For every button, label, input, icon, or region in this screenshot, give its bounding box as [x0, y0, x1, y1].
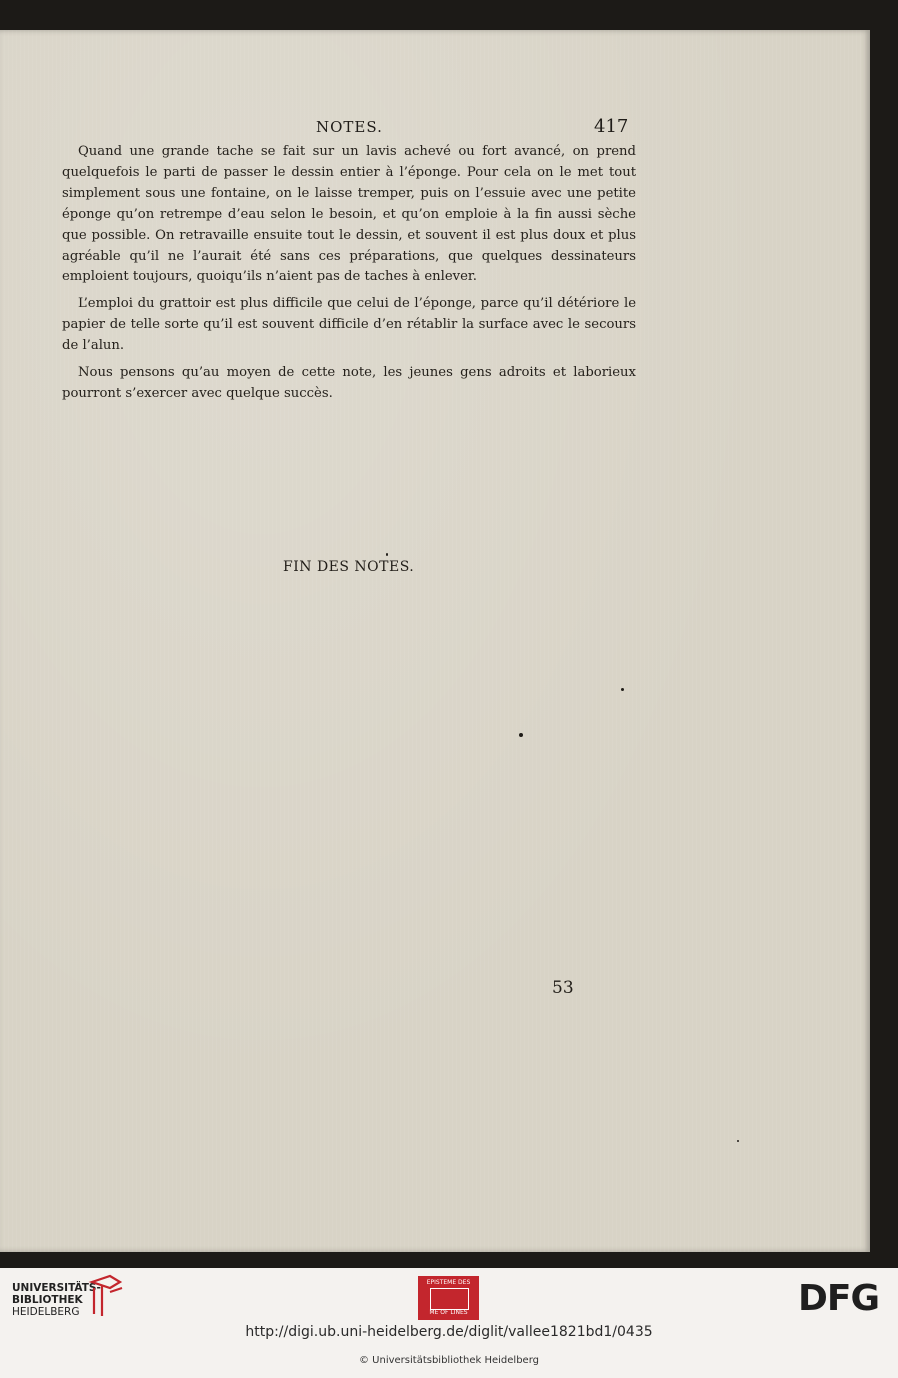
page-header — [0, 118, 870, 142]
institution-line: BIBLIOTHEK — [12, 1294, 83, 1306]
ink-speck — [621, 688, 624, 691]
university-emblem-icon — [88, 1274, 124, 1318]
book-page — [0, 30, 870, 1252]
center-logo-bottom-text: ME OF LINES — [429, 1309, 468, 1316]
paragraph: L’emploi du grattoir est plus difficile que celui de l’éponge, parce qu’il détériore le papier de telle sorte qu’il est souvent difficile d’en rétablir la surface avec le secours de l’alun. — [62, 296, 636, 354]
paragraph: Quand une grande tache se fait sur un lavis achevé ou fort avancé, on prend quelquefois le parti de passer le dessin entier à l’éponge. Pour cela on le met tout simplement sous une fontaine, on le laisse tremper, puis on l’essuie avec une petite éponge qu’on retrempe d’eau selon le besoin, et qu’on emploie à la fin aussi sèche que possible. On retravaille ensuite tout le dessin, et souvent il est plus doux et plus agréable qu’il ne l’aurait été sans ces préparations, que quelques dessinateurs emploient toujours, quoiqu’ils n’aient pas de taches à enlever. — [62, 144, 636, 285]
body-text — [62, 142, 636, 411]
center-logo-top-text: EPISTEME DES — [426, 1279, 471, 1286]
ink-speck — [519, 733, 523, 737]
paragraph: Nous pensons qu’au moyen de cette note, les jeunes gens adroits et laborieux pourront s’exercer avec quelque succès. — [62, 365, 636, 401]
center-logo-frame — [430, 1288, 469, 1310]
dfg-logo[interactable]: DFG — [798, 1278, 880, 1319]
center-project-logo[interactable] — [418, 1276, 479, 1320]
end-of-notes-heading: FIN DES NOTES. — [283, 559, 415, 575]
permalink-url[interactable]: http://digi.ub.uni-heidelberg.de/diglit/vallee1821bd1/0435 — [245, 1324, 653, 1340]
ink-speck — [737, 1140, 739, 1142]
viewer-footer — [0, 1268, 898, 1378]
institution-line: HEIDELBERG — [12, 1306, 80, 1318]
running-title: NOTES. — [316, 118, 383, 136]
ink-speck — [386, 553, 388, 556]
institution-line: UNIVERSITÄTS- — [12, 1282, 101, 1294]
signature-mark: 53 — [552, 978, 574, 998]
page-number: 417 — [594, 116, 629, 137]
copyright-notice: © Universitätsbibliothek Heidelberg — [358, 1355, 539, 1366]
